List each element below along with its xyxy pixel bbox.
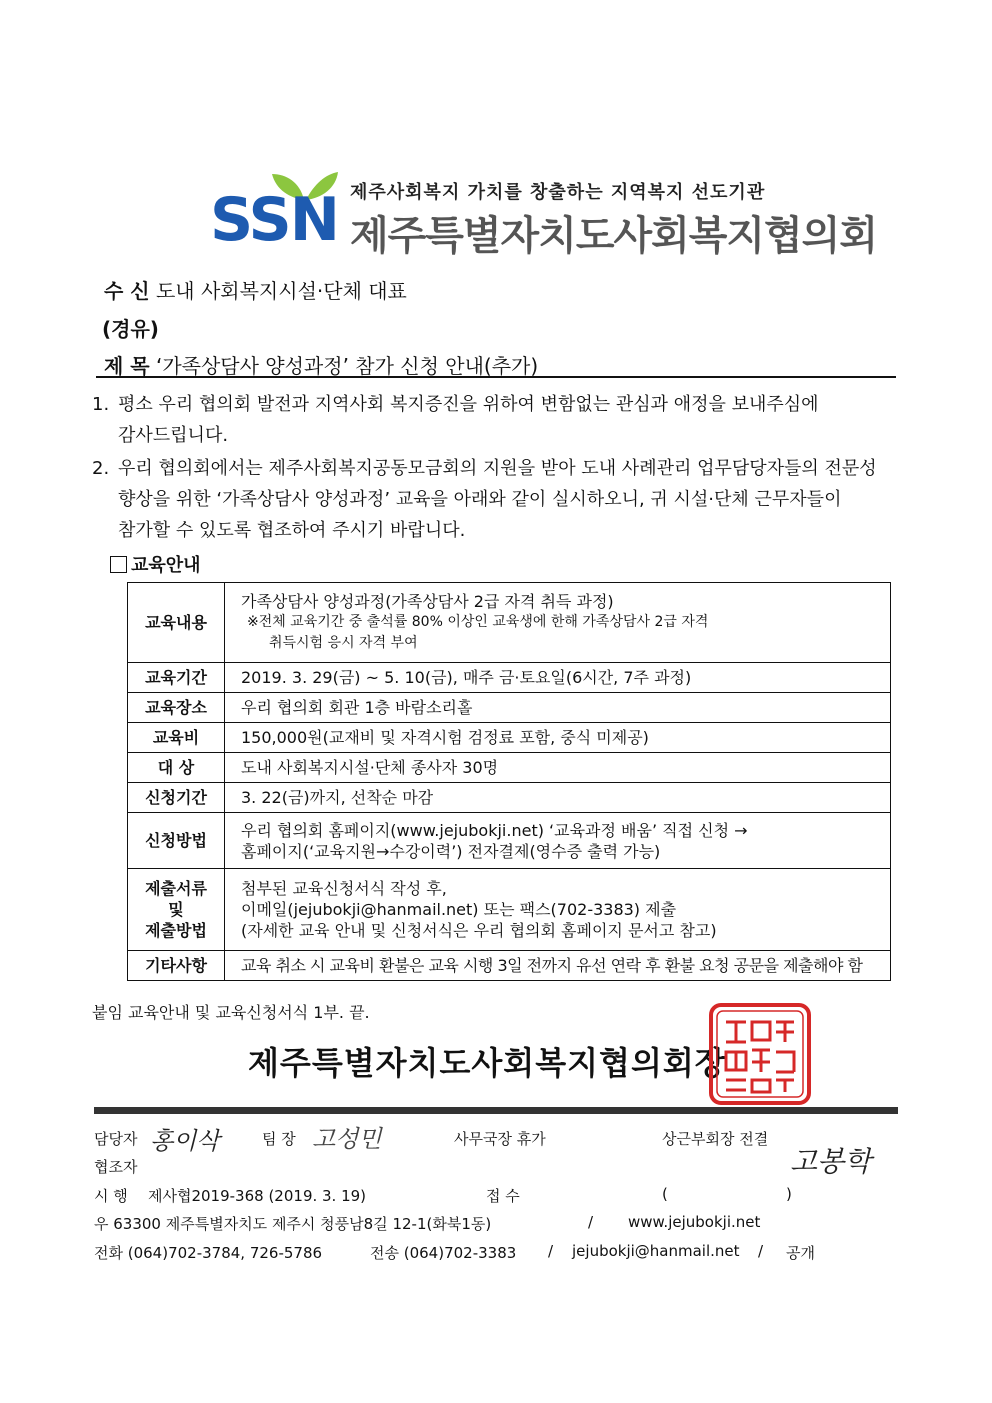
table-row	[128, 869, 891, 951]
phone: 전화 (064)702-3784, 726-5786	[94, 1244, 323, 1262]
recipient-line	[104, 275, 407, 304]
logo-org-name: 제주특별자치도사회복지협의회	[350, 213, 877, 259]
separator: /	[588, 1213, 594, 1231]
paragraph-2	[92, 453, 902, 546]
row-label: 신청방법	[128, 813, 225, 869]
subject-value: ‘가족상담사 양성과정’ 참가 신청 안내(추가)	[155, 354, 539, 378]
attachment-note: 붙임 교육안내 및 교육신청서식 1부. 끝.	[92, 1003, 370, 1022]
email-link[interactable]: jejubokji@hanmail.net	[572, 1242, 740, 1260]
table-row	[128, 783, 891, 813]
director-status: 휴가	[516, 1130, 546, 1148]
row-value: 3. 22(금)까지, 선착순 마감	[225, 783, 891, 813]
table-row	[128, 813, 891, 869]
row-label: 교육기간	[128, 663, 225, 693]
row-value	[225, 869, 891, 951]
docs-label: 및	[168, 900, 184, 919]
checkbox-icon	[110, 556, 127, 573]
table-row	[128, 723, 891, 753]
receive-paren-open: (	[662, 1185, 668, 1203]
disclosure: 공개	[786, 1244, 815, 1262]
paragraph-1	[92, 389, 902, 451]
recipient-value: 도내 사회복지시설·단체 대표	[155, 279, 407, 303]
via-label: (경유)	[102, 317, 159, 341]
content-value: 가족상담사 양성과정(가족상담사 2급 자격 취득 과정)	[241, 592, 614, 611]
official-seal-icon	[708, 1002, 812, 1106]
director-label	[454, 1128, 546, 1149]
enforce-value: 제사협2019-368 (2019. 3. 19)	[148, 1187, 367, 1205]
fax: 전송 (064)702-3383	[370, 1244, 517, 1262]
paragraph-number: 1.	[92, 394, 110, 415]
row-label: 교육비	[128, 723, 225, 753]
row-value: 150,000원(교재비 및 자격시험 검정료 포함, 중식 미제공)	[225, 723, 891, 753]
row-value	[225, 813, 891, 869]
row-label: 신청기간	[128, 783, 225, 813]
subject-label: 제 목	[104, 354, 150, 378]
row-value: 우리 협의회 회관 1층 바람소리홀	[225, 693, 891, 723]
info-table	[127, 582, 891, 981]
content-note: 취득시험 응시 자격 부여	[269, 635, 418, 651]
table-row	[128, 693, 891, 723]
director-label-text: 사무국장	[454, 1130, 512, 1148]
paragraph-text: 우리 협의회에서는 제주사회복지공동모금회의 지원을 받아 도내 사례관리 업무담당자들의 전문성	[118, 458, 877, 479]
docs-line: (자세한 교육 안내 및 신청서식은 우리 협의회 홈페이지 문서고 참고)	[241, 921, 717, 940]
receive-paren-close: )	[786, 1185, 792, 1203]
docs-label: 제출서류	[145, 879, 207, 898]
row-label: 교육장소	[128, 693, 225, 723]
docs-line: 이메일(jejubokji@hanmail.net) 또는 팩스(702-3383) 제출	[241, 900, 677, 919]
staff-label: 담당자	[94, 1130, 138, 1148]
table-row	[128, 951, 891, 981]
table-row	[128, 753, 891, 783]
row-value	[225, 583, 891, 663]
vp-signature: 고봉학	[790, 1145, 872, 1178]
row-value: 도내 사회복지시설·단체 종사자 30명	[225, 753, 891, 783]
content-note: ※전체 교육기간 중 출석률 80% 이상인 교육생에 한해 가족상담사 2급 자격	[247, 614, 709, 630]
paragraph-text: 참가할 수 있도록 협조하여 주시기 바랍니다.	[118, 520, 466, 541]
apply-method-line: 홈페이지(‘교육지원→수강이력’) 전자결제(영수증 출력 가능)	[241, 841, 661, 861]
row-label	[128, 869, 225, 951]
sender-name: 제주특별자치도사회복지협의회장	[248, 1044, 727, 1082]
paragraph-number: 2.	[92, 458, 110, 479]
paragraph-text: 향상을 위한 ‘가족상담사 양성과정’ 교육을 아래와 같이 실시하오니, 귀 시설·단체 근무자들이	[118, 489, 842, 510]
footer-divider	[94, 1107, 898, 1114]
row-label: 기타사항	[128, 951, 225, 981]
address: 우 63300 제주특별자치도 제주시 청풍남8길 12-1(화북1동)	[94, 1215, 492, 1233]
staff-signature: 홍이삭	[150, 1127, 220, 1155]
info-heading	[110, 551, 201, 577]
header-divider	[96, 376, 896, 378]
info-heading-text: 교육안내	[131, 555, 201, 576]
website-link[interactable]: www.jejubokji.net	[628, 1213, 761, 1231]
org-logo	[210, 168, 877, 259]
table-row	[128, 663, 891, 693]
separator: /	[548, 1242, 554, 1260]
separator: /	[758, 1242, 764, 1260]
vp-label	[662, 1128, 768, 1149]
logo-slogan: 제주사회복지 가치를 창출하는 지역복지 선도기관	[350, 182, 766, 203]
row-label: 교육내용	[128, 583, 225, 663]
paragraph-text: 감사드립니다.	[118, 425, 229, 446]
row-value: 교육 취소 시 교육비 환불은 교육 시행 3일 전까지 유선 연락 후 환불 요청 공문을 제출해야 함	[225, 951, 891, 981]
enforce-label: 시 행	[94, 1187, 128, 1205]
cooperator-label: 협조자	[94, 1158, 138, 1176]
docs-label: 제출방법	[145, 921, 207, 940]
paragraph-text: 평소 우리 협의회 발전과 지역사회 복지증진을 위하여 변함없는 관심과 애정을 보내주심에	[118, 394, 819, 415]
recipient-label: 수 신	[104, 279, 150, 303]
vp-label-text: 상근부회장	[662, 1130, 735, 1148]
subject-line	[104, 350, 538, 379]
docs-line: 첨부된 교육신청서식 작성 후,	[241, 879, 447, 898]
team-signature: 고성민	[312, 1125, 382, 1153]
row-label: 대 상	[128, 753, 225, 783]
row-value: 2019. 3. 29(금) ~ 5. 10(금), 매주 금·토요일(6시간, 7주 과정)	[225, 663, 891, 693]
table-row	[128, 583, 891, 663]
receive-label: 접 수	[486, 1187, 520, 1205]
via-line	[102, 313, 159, 342]
team-label: 팀 장	[262, 1130, 296, 1148]
vp-status: 전결	[739, 1130, 769, 1148]
apply-method-line: 우리 협의회 홈페이지(www.jejubokji.net) ‘교육과정 배움’ 직접 신청 →	[241, 820, 748, 840]
logo-abbr: SSN	[210, 185, 338, 255]
